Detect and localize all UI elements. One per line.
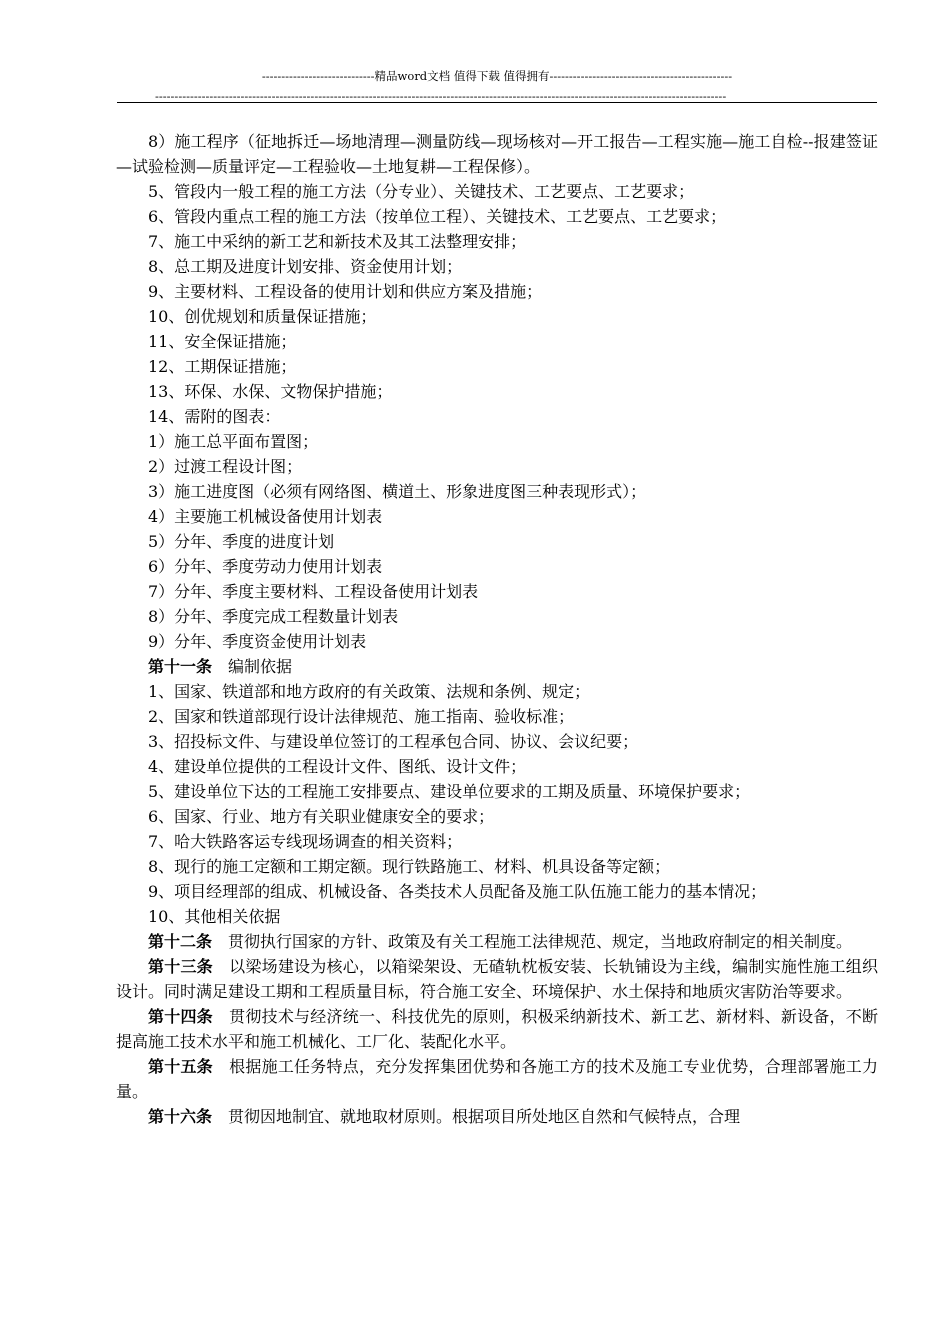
article-heading: 第十二条 (148, 932, 213, 951)
paragraph-text: 9、主要材料、工程设备的使用计划和供应方案及措施； (148, 282, 543, 301)
list-item (116, 879, 878, 904)
paragraph-text: 9）分年、季度资金使用计划表 (148, 632, 367, 651)
paragraph-text: 1）施工总平面布置图； (148, 432, 319, 451)
list-item (116, 179, 878, 204)
article-paragraph (116, 954, 878, 1004)
paragraph-text: 以梁场建设为核心，以箱梁架设、无碴轨枕板安装、长轨铺设为主线，编制实施性施工组织设计。同时满足建设工期和工程质量目标，符合施工安全、环境保护、水土保持和地质灾害防治等要求。 (116, 957, 878, 1001)
paragraph-text: 8）施工程序（征地拆迁—场地清理—测量防线—现场核对—开工报告—工程实施—施工自检--报建签证—试验检测—质量评定—工程验收—土地复耕—工程保修）。 (116, 132, 878, 176)
paragraph-text: 7）分年、季度主要材料、工程设备使用计划表 (148, 582, 479, 601)
list-item (116, 529, 878, 554)
list-item (116, 554, 878, 579)
article-paragraph (116, 654, 878, 679)
article-heading: 第十四条 (148, 1007, 213, 1026)
paragraph-text: 贯彻技术与经济统一、科技优先的原则，积极采纳新技术、新工艺、新材料、新设备，不断提高施工技术水平和施工机械化、工厂化、装配化水平。 (116, 1007, 878, 1051)
article-paragraph (116, 1054, 878, 1104)
paragraph-text: 7、施工中采纳的新工艺和新技术及其工法整理安排； (148, 232, 527, 251)
article-heading: 第十一条 (148, 657, 213, 676)
paragraph-text: 7、哈大铁路客运专线现场调查的相关资料； (148, 832, 463, 851)
list-item (116, 279, 878, 304)
paragraph-text: 13、环保、水保、文物保护措施； (148, 382, 393, 401)
paragraph-text: 5）分年、季度的进度计划 (148, 532, 335, 551)
list-item (116, 704, 878, 729)
paragraph-text: 6、国家、行业、地方有关职业健康安全的要求； (148, 807, 495, 826)
paragraph-text: 1、国家、铁道部和地方政府的有关政策、法规和条例、规定； (148, 682, 591, 701)
list-item (116, 729, 878, 754)
list-item (116, 304, 878, 329)
list-item (116, 479, 878, 504)
article-heading: 第十三条 (148, 957, 213, 976)
list-item (116, 579, 878, 604)
list-item (116, 229, 878, 254)
list-item (116, 804, 878, 829)
list-item (116, 754, 878, 779)
paragraph-text: 10、其他相关依据 (148, 907, 281, 926)
paragraph-text: 8、总工期及进度计划安排、资金使用计划； (148, 257, 463, 276)
header-rule (117, 102, 877, 103)
paragraph-text: 5、管段内一般工程的施工方法（分专业）、关键技术、工艺要点、工艺要求； (148, 182, 695, 201)
article-heading: 第十五条 (148, 1057, 213, 1076)
article-paragraph (116, 1104, 878, 1129)
list-item (116, 454, 878, 479)
list-item (116, 829, 878, 854)
page-header (117, 66, 877, 106)
list-item (116, 904, 878, 929)
article-heading: 第十六条 (148, 1107, 213, 1126)
list-item (116, 604, 878, 629)
paragraph-text: 根据施工任务特点，充分发挥集团优势和各施工方的技术及施工专业优势，合理部署施工力量。 (116, 1057, 878, 1101)
paragraph-text: 11、安全保证措施； (148, 332, 297, 351)
article-paragraph (116, 929, 878, 954)
list-item (116, 404, 878, 429)
header-line-1: -----------------------------精品word文档 值得下载 值得拥有----------------------------------------------- (261, 69, 733, 83)
paragraph-text: 10、创优规划和质量保证措施； (148, 307, 377, 326)
paragraph-text: 贯彻执行国家的方针、政策及有关工程施工法律规范、规定，当地政府制定的相关制度。 (212, 932, 853, 951)
paragraph-text: 8）分年、季度完成工程数量计划表 (148, 607, 399, 626)
paragraph-text: 5、建设单位下达的工程施工安排要点、建设单位要求的工期及质量、环境保护要求； (148, 782, 751, 801)
list-item (116, 204, 878, 229)
list-item (116, 854, 878, 879)
paragraph-text: 3、招投标文件、与建设单位签订的工程承包合同、协议、会议纪要； (148, 732, 639, 751)
list-item (116, 504, 878, 529)
paragraph-text: 4）主要施工机械设备使用计划表 (148, 507, 383, 526)
paragraph-text: 14、需附的图表： (148, 407, 281, 426)
list-item (116, 329, 878, 354)
paragraph-text: 6）分年、季度劳动力使用计划表 (148, 557, 383, 576)
document-body (116, 129, 878, 1129)
paragraph-text: 6、管段内重点工程的施工方法（按单位工程）、关键技术、工艺要点、工艺要求； (148, 207, 727, 226)
list-item (116, 379, 878, 404)
paragraph-text: 12、工期保证措施； (148, 357, 297, 376)
article-paragraph (116, 1004, 878, 1054)
list-item (116, 254, 878, 279)
list-item (116, 679, 878, 704)
paragraph-text: 编制依据 (212, 657, 293, 676)
header-line-2: --------------------------------------------------------------------------------------------------------------------------------------------------- (155, 89, 727, 103)
list-item (116, 779, 878, 804)
list-item (116, 429, 878, 454)
list-item (116, 354, 878, 379)
list-item (116, 629, 878, 654)
paragraph-text: 4、建设单位提供的工程设计文件、图纸、设计文件； (148, 757, 527, 776)
paragraph-text: 贯彻因地制宜、就地取材原则。根据项目所处地区自然和气候特点，合理 (212, 1107, 741, 1126)
list-item (116, 129, 878, 179)
paragraph-text: 2）过渡工程设计图； (148, 457, 303, 476)
paragraph-text: 3）施工进度图（必须有网络图、横道土、形象进度图三种表现形式）； (148, 482, 647, 501)
paragraph-text: 2、国家和铁道部现行设计法律规范、施工指南、验收标准； (148, 707, 575, 726)
paragraph-text: 8、现行的施工定额和工期定额。现行铁路施工、材料、机具设备等定额； (148, 857, 671, 876)
paragraph-text: 9、项目经理部的组成、机械设备、各类技术人员配备及施工队伍施工能力的基本情况； (148, 882, 767, 901)
